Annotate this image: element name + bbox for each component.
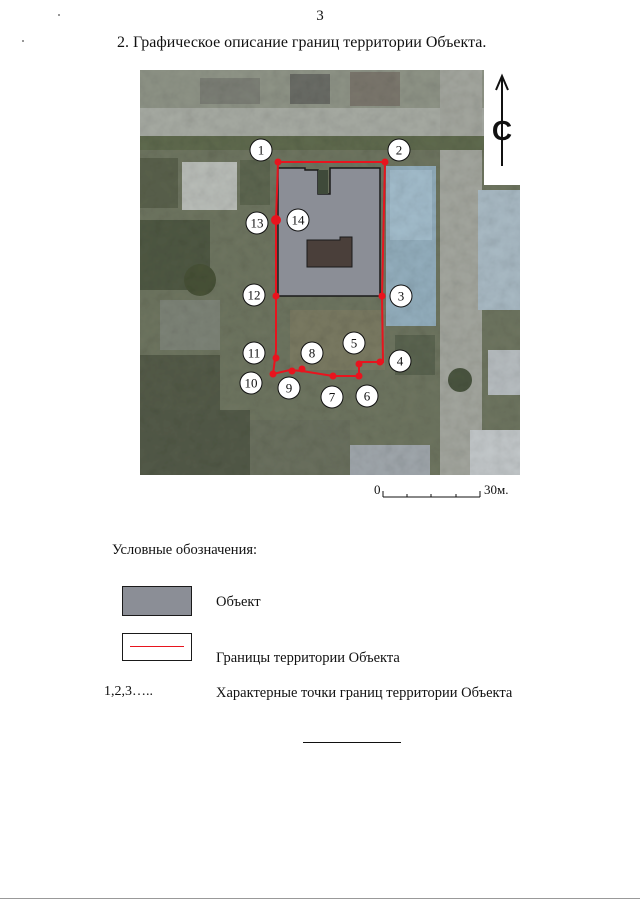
- point-label: 3: [397, 288, 405, 304]
- point-label: 4: [396, 353, 404, 369]
- boundary-point-dot: [356, 361, 363, 368]
- boundary-point-dot: [275, 159, 282, 166]
- boundary-point-dot: [273, 217, 280, 224]
- scan-speck: [58, 14, 60, 16]
- satellite-map: [140, 70, 520, 475]
- point-label: 12: [247, 287, 261, 303]
- legend-object-swatch: [122, 586, 192, 616]
- page-number: 3: [316, 8, 324, 24]
- legend-border-line: [130, 646, 184, 647]
- scale-start-label: 0: [374, 482, 381, 497]
- legend-points-label: Характерные точки границ территории Объекта: [216, 685, 513, 701]
- legend-points-key: 1,2,3…..: [104, 684, 153, 699]
- point-label: 11: [247, 345, 261, 361]
- boundary-point-dot: [382, 159, 389, 166]
- section-title: 2. Графическое описание границ территории Объекта.: [117, 34, 487, 51]
- signature-line: [303, 742, 401, 743]
- object-courtyard: [318, 170, 328, 194]
- point-label: 7: [328, 389, 336, 405]
- legend-object-label: Объект: [216, 594, 261, 610]
- boundary-point-dot: [299, 366, 306, 373]
- north-arrow-letter: С: [491, 115, 513, 146]
- legend-border-swatch: [122, 633, 192, 661]
- boundary-point-dot: [273, 355, 280, 362]
- boundary-point-dot: [270, 371, 277, 378]
- scan-speck: [22, 40, 24, 42]
- scale-end-label: 30м.: [484, 482, 509, 497]
- object-inner-block: [307, 237, 352, 267]
- point-label: 6: [363, 388, 371, 404]
- boundary-point-dot: [289, 368, 296, 375]
- map-svg: [140, 70, 520, 475]
- boundary-point-dot: [273, 293, 280, 300]
- page-bottom-rule: [0, 898, 640, 899]
- point-label: 5: [350, 335, 358, 351]
- point-label: 8: [308, 345, 316, 361]
- point-label: 1: [257, 142, 265, 158]
- boundary-point-dot: [379, 293, 386, 300]
- boundary-point-dot: [356, 373, 363, 380]
- point-label: 10: [244, 375, 258, 391]
- point-label: 14: [291, 212, 305, 228]
- legend-border-label: Границы территории Объекта: [216, 650, 400, 666]
- legend-title: Условные обозначения:: [112, 542, 258, 558]
- boundary-point-dot: [330, 373, 337, 380]
- scale-bar: [380, 486, 490, 500]
- point-label: 9: [285, 380, 293, 396]
- point-label: 2: [395, 142, 403, 158]
- boundary-point-dot: [377, 359, 384, 366]
- point-label: 13: [250, 215, 264, 231]
